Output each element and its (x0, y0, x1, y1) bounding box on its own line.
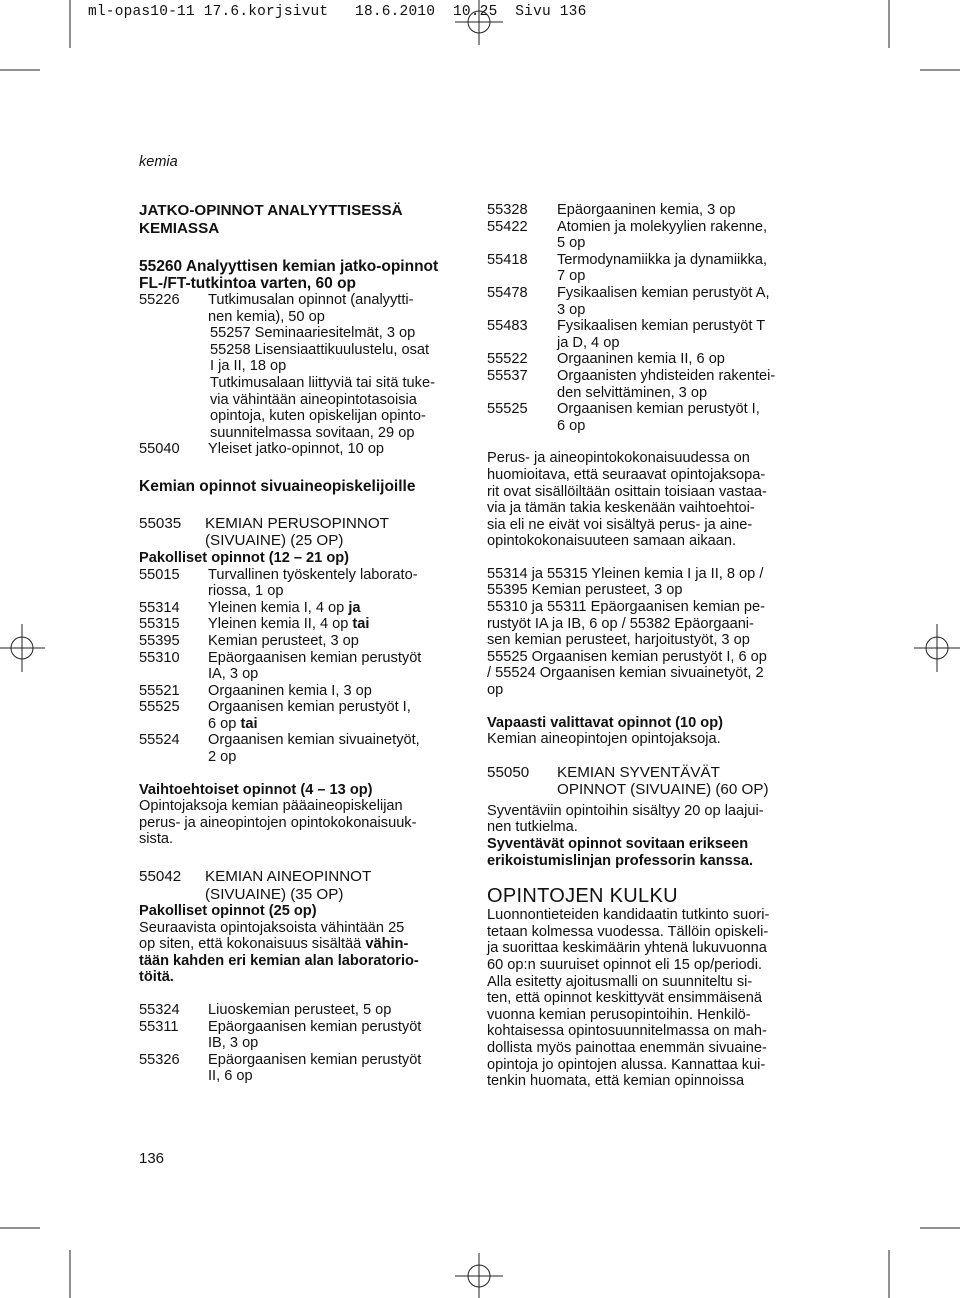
course-entry: 55418 Termodynamiikka ja dynamiikka, 7 op (487, 251, 768, 285)
flow-text: Luonnontieteiden kandidaatin tutkinto suori- tetaan kolmessa vuodessa. Tällöin opiskeli- ja suorittaa keskimäärin yhtenä lukuvuonna 60 op:n suuruiset opinnot eli 15 op/periodi. Alla esitetty ajoitusmalli on suunniteltu si- ten, että opinnot keskittyvät ensimmäisenä vuonna kemian perusopintoihin. Henkilö- kohtaisessa opintosuunnitelmassa on mah- dollista myös painottaa enemmän sivuaine- opintoja jo opintojen alussa. Kannattaa kui- tenkin huomata, että kemian opinnoissa (487, 907, 770, 1090)
course-entry: 55328 Epäorgaaninen kemia, 3 op (487, 202, 736, 218)
course-entry: 55525 Orgaanisen kemian perustyöt I, 6 op (487, 401, 760, 434)
course-entry: 55524 Orgaanisen kemian sivuainetyöt, 2 op (139, 732, 420, 766)
course-entry: 55314 Yleinen kemia I, 4 op ja (139, 599, 361, 616)
course-entry: 55422 Atomien ja molekyylien rakenne, 5 op (487, 218, 768, 252)
section-heading: JATKO-OPINNOT ANALYYTTISESSÄ KEMIASSA (139, 202, 403, 237)
course-entry: 55040 Yleiset jatko-opinnot, 10 op (139, 441, 385, 458)
right-column (487, 202, 812, 1090)
course-entry: 55521 Orgaaninen kemia I, 3 op (139, 682, 372, 699)
print-slug: ml-opas10-11 17.6.korjsivut 18.6.2010 10.25 Sivu 136 (88, 4, 587, 20)
running-head: kemia (139, 154, 178, 170)
sub-entries: 55257 Seminaariesitelmät, 3 op 55258 Lisensiaattikuulustelu, osat I ja II, 18 op Tutkimusalaan liittyviä tai sitä tuke- via vähintään aineopintotasoisia opintoja, kuten opiskelijan opinto- suunnitelmassa sovitaan, 29 op (210, 325, 435, 441)
intermediate-studies-heading: 55042 KEMIAN AINEOPINNOT (SIVUAINE) (35 OP) (139, 868, 372, 903)
equivalence-paragraph: 55314 ja 55315 Yleinen kemia I ja II, 8 op / 55395 Kemian perusteet, 3 op 55310 ja 55311 Epäorgaanisen kemian pe- rustyöt IA ja IB, 6 op / 55382 Epäorgaani- sen kemian perusteet, harjoitustyöt, 3 op 55525 Orgaanisen kemian perustyöt I, 6 op / 55524 Orgaanisen kemian sivuainetyöt, 2 op (487, 565, 767, 699)
advanced-text: Syventäviin opintoihin sisältyy 20 op laajui- nen tutkielma. (487, 802, 764, 836)
advanced-studies-heading: 55050 KEMIAN SYVENTÄVÄT OPINNOT (SIVUAINE) (60 OP) (487, 763, 769, 799)
course-entry: 55522 Orgaaninen kemia II, 6 op (487, 351, 725, 368)
basic-studies-heading: 55035 KEMIAN PERUSOPINNOT (SIVUAINE) (25 OP) (139, 514, 389, 550)
course-entry: 55310 Epäorgaanisen kemian perustyöt IA, 3 op (139, 649, 422, 683)
advanced-bold-text: Syventävät opinnot sovitaan erikseen erikoistumislinjan professorin kanssa. (487, 836, 754, 869)
course-entry: 55537 Orgaanisten yhdisteiden rakentei- den selvittäminen, 3 op (487, 367, 776, 401)
course-entry: 55324 Liuoskemian perusteet, 5 op (139, 1002, 392, 1018)
alt-text: Opintojaksoja kemian pääaineopiskelijan perus- ja aineopintojen opintokokonaisuuk- sista. (139, 798, 417, 848)
basic-required-heading: Pakolliset opinnot (12 – 21 op) (139, 549, 350, 566)
inter-text: Seuraavista opintojaksoista vähintään 25 op siten, että kokonaisuus sisältää vähin- tään kahden eri kemian alan laboratorio- töitä. (139, 919, 419, 986)
course-entry: 55311 Epäorgaanisen kemian perustyöt IB, 3 op (139, 1018, 422, 1052)
course-entry: 55326 Epäorgaanisen kemian perustyöt II, 6 op (139, 1051, 422, 1085)
free-heading: Vapaasti valittavat opinnot (10 op) (487, 714, 723, 731)
flow-heading: OPINTOJEN KULKU (487, 885, 678, 908)
course-entry: 55478 Fysikaalisen kemian perustyöt A, 3 op (487, 284, 770, 318)
minor-heading: Kemian opinnot sivuaineopiskelijoille (139, 477, 416, 495)
course-entry: 55395 Kemian perusteet, 3 op (139, 632, 359, 649)
program-title: 55260 Analyyttisen kemian jatko-opinnot FL-/FT-tutkintoa varten, 60 op (139, 258, 439, 292)
alt-heading: Vaihtoehtoiset opinnot (4 – 13 op) (139, 781, 373, 798)
course-entry: 55525 Orgaanisen kemian perustyöt I, 6 op tai (139, 699, 411, 732)
course-entry: 55483 Fysikaalisen kemian perustyöt T ja D, 4 op (487, 318, 766, 351)
note-paragraph: Perus- ja aineopintokokonaisuudessa on huomioitava, että seuraavat opintojaksopa- rit ovat sisällöiltään osittain toisiaan vastaa- via ja tämän takia keskenään vaihtoehtoi- sia eli ne eivät voi sisältyä perus- ja aine- opintokokonaisuuteen samaan aikaan. (487, 450, 767, 550)
course-entry: 55226 Tutkimusalan opinnot (analyytti- nen kemia), 50 op (139, 292, 414, 325)
inter-required-heading: Pakolliset opinnot (25 op) (139, 903, 317, 920)
free-text: Kemian aineopintojen opintojaksoja. (487, 731, 721, 748)
course-entry: 55315 Yleinen kemia II, 4 op tai (139, 616, 370, 633)
page-number: 136 (139, 1150, 165, 1167)
left-column (139, 202, 459, 1085)
course-entry: 55015 Turvallinen työskentely laborato- riossa, 1 op (139, 566, 418, 600)
